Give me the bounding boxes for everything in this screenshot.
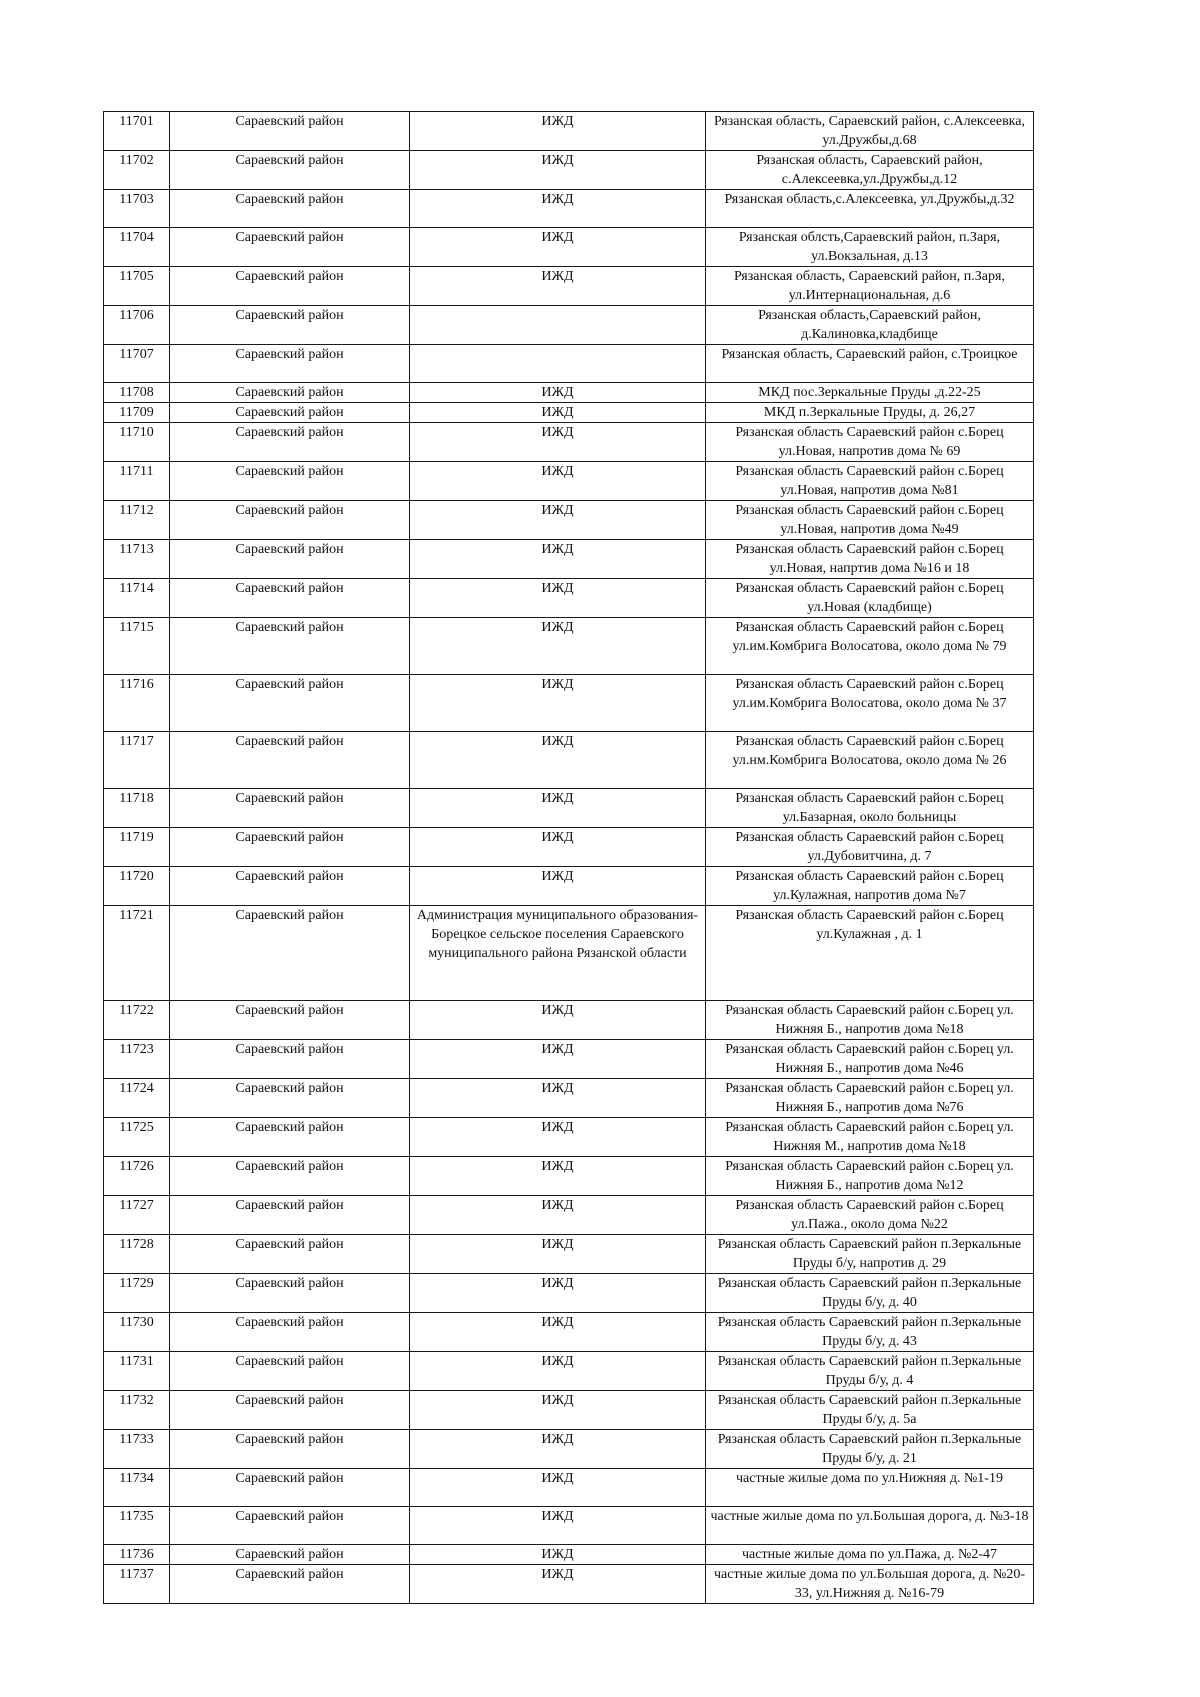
table-row xyxy=(104,1545,1034,1565)
object-type-cell: ИЖД xyxy=(410,828,706,867)
object-type-cell: ИЖД xyxy=(410,1001,706,1040)
record-id-cell: 11707 xyxy=(104,345,170,383)
record-id-cell: 11717 xyxy=(104,732,170,789)
district-cell: Сараевский район xyxy=(170,1430,410,1469)
district-cell: Сараевский район xyxy=(170,112,410,151)
address-cell: Рязанская область Сараевский район с.Борец ул. Нижняя М., напротив дома №18 xyxy=(706,1118,1034,1157)
address-cell: Рязанская область, Сараевский район, с.Алексеевка, ул.Дружбы,д.68 xyxy=(706,112,1034,151)
registry-table xyxy=(103,111,1034,1604)
table-row xyxy=(104,1118,1034,1157)
record-id-cell: 11728 xyxy=(104,1235,170,1274)
object-type-cell: ИЖД xyxy=(410,190,706,228)
table-row xyxy=(104,1040,1034,1079)
address-cell: Рязанская область Сараевский район с.Борец ул.Новая (кладбище) xyxy=(706,579,1034,618)
district-cell: Сараевский район xyxy=(170,383,410,403)
address-cell: Рязанская область Сараевский район с.Борец ул.Новая, напротив дома №81 xyxy=(706,462,1034,501)
table-row xyxy=(104,1352,1034,1391)
address-cell: Рязанская область Сараевский район п.Зеркальные Пруды б/у, напротив д. 29 xyxy=(706,1235,1034,1274)
address-cell: частные жилые дома по ул.Нижняя д. №1-19 xyxy=(706,1469,1034,1507)
district-cell: Сараевский район xyxy=(170,618,410,675)
table-row xyxy=(104,675,1034,732)
record-id-cell: 11704 xyxy=(104,228,170,267)
district-cell: Сараевский район xyxy=(170,579,410,618)
object-type-cell: ИЖД xyxy=(410,540,706,579)
object-type-cell: ИЖД xyxy=(410,267,706,306)
record-id-cell: 11723 xyxy=(104,1040,170,1079)
district-cell: Сараевский район xyxy=(170,228,410,267)
record-id-cell: 11711 xyxy=(104,462,170,501)
district-cell: Сараевский район xyxy=(170,1157,410,1196)
object-type-cell: ИЖД xyxy=(410,112,706,151)
record-id-cell: 11734 xyxy=(104,1469,170,1507)
address-cell: Рязанская область Сараевский район п.Зеркальные Пруды б/у, д. 4 xyxy=(706,1352,1034,1391)
district-cell: Сараевский район xyxy=(170,1352,410,1391)
record-id-cell: 11703 xyxy=(104,190,170,228)
district-cell: Сараевский район xyxy=(170,789,410,828)
district-cell: Сараевский район xyxy=(170,1391,410,1430)
address-cell: Рязанская облсть,Сараевский район, п.Заря, ул.Вокзальная, д.13 xyxy=(706,228,1034,267)
object-type-cell: ИЖД xyxy=(410,618,706,675)
address-cell: Рязанская область Сараевский район с.Борец ул. Нижняя Б., напротив дома №12 xyxy=(706,1157,1034,1196)
table-row xyxy=(104,1079,1034,1118)
address-cell: МКД п.Зеркальные Пруды, д. 26,27 xyxy=(706,403,1034,423)
address-cell: Рязанская область Сараевский район с.Борец ул.Кулажная, напротив дома №7 xyxy=(706,867,1034,906)
object-type-cell: ИЖД xyxy=(410,228,706,267)
address-cell: Рязанская область Сараевский район с.Борец ул.Новая, напртив дома №16 и 18 xyxy=(706,540,1034,579)
object-type-cell xyxy=(410,345,706,383)
district-cell: Сараевский район xyxy=(170,423,410,462)
address-cell: Рязанская область Сараевский район с.Борец ул. Нижняя Б., напротив дома №18 xyxy=(706,1001,1034,1040)
object-type-cell: ИЖД xyxy=(410,1430,706,1469)
table-row xyxy=(104,228,1034,267)
record-id-cell: 11713 xyxy=(104,540,170,579)
record-id-cell: 11730 xyxy=(104,1313,170,1352)
object-type-cell: ИЖД xyxy=(410,462,706,501)
address-cell: Рязанская область Сараевский район с.Борец ул.нм.Комбрига Волосатова, около дома № 26 xyxy=(706,732,1034,789)
address-cell: Рязанская область, Сараевский район, п.Заря, ул.Интернациональная, д.6 xyxy=(706,267,1034,306)
record-id-cell: 11714 xyxy=(104,579,170,618)
object-type-cell: ИЖД xyxy=(410,732,706,789)
address-cell: Рязанская область Сараевский район с.Борец ул.Пажа., около дома №22 xyxy=(706,1196,1034,1235)
district-cell: Сараевский район xyxy=(170,190,410,228)
object-type-cell xyxy=(410,306,706,345)
object-type-cell: ИЖД xyxy=(410,1118,706,1157)
table-row xyxy=(104,1507,1034,1545)
table-row xyxy=(104,267,1034,306)
record-id-cell: 11737 xyxy=(104,1565,170,1604)
district-cell: Сараевский район xyxy=(170,1118,410,1157)
district-cell: Сараевский район xyxy=(170,1235,410,1274)
table-row xyxy=(104,1235,1034,1274)
table-row xyxy=(104,1157,1034,1196)
record-id-cell: 11731 xyxy=(104,1352,170,1391)
district-cell: Сараевский район xyxy=(170,828,410,867)
district-cell: Сараевский район xyxy=(170,1040,410,1079)
district-cell: Сараевский район xyxy=(170,1196,410,1235)
district-cell: Сараевский район xyxy=(170,151,410,190)
record-id-cell: 11715 xyxy=(104,618,170,675)
record-id-cell: 11718 xyxy=(104,789,170,828)
table-row xyxy=(104,906,1034,1001)
district-cell: Сараевский район xyxy=(170,501,410,540)
object-type-cell: ИЖД xyxy=(410,1469,706,1507)
record-id-cell: 11727 xyxy=(104,1196,170,1235)
record-id-cell: 11736 xyxy=(104,1545,170,1565)
address-cell: Рязанская область, Сараевский район, с.Алексеевка,ул.Дружбы,д.12 xyxy=(706,151,1034,190)
object-type-cell: ИЖД xyxy=(410,1545,706,1565)
table-row xyxy=(104,345,1034,383)
district-cell: Сараевский район xyxy=(170,403,410,423)
address-cell: Рязанская область Сараевский район с.Борец ул.Кулажная , д. 1 xyxy=(706,906,1034,1001)
record-id-cell: 11729 xyxy=(104,1274,170,1313)
object-type-cell: ИЖД xyxy=(410,675,706,732)
table-row xyxy=(104,306,1034,345)
district-cell: Сараевский район xyxy=(170,1507,410,1545)
object-type-cell: ИЖД xyxy=(410,423,706,462)
address-cell: Рязанская область Сараевский район с.Борец ул.Базарная, около больницы xyxy=(706,789,1034,828)
district-cell: Сараевский район xyxy=(170,1313,410,1352)
address-cell: Рязанская область,Сараевский район, д.Калиновка,кладбище xyxy=(706,306,1034,345)
district-cell: Сараевский район xyxy=(170,1565,410,1604)
record-id-cell: 11701 xyxy=(104,112,170,151)
address-cell: Рязанская область,с.Алексеевка, ул.Дружбы,д.32 xyxy=(706,190,1034,228)
record-id-cell: 11706 xyxy=(104,306,170,345)
registry-table-body xyxy=(104,112,1034,1604)
table-row xyxy=(104,618,1034,675)
table-row xyxy=(104,1001,1034,1040)
record-id-cell: 11721 xyxy=(104,906,170,1001)
table-row xyxy=(104,828,1034,867)
table-row xyxy=(104,1313,1034,1352)
object-type-cell: ИЖД xyxy=(410,151,706,190)
record-id-cell: 11708 xyxy=(104,383,170,403)
district-cell: Сараевский район xyxy=(170,1545,410,1565)
address-cell: Рязанская область Сараевский район с.Борец ул.им.Комбрига Волосатова, около дома № 37 xyxy=(706,675,1034,732)
address-cell: Рязанская область Сараевский район п.Зеркальные Пруды б/у, д. 21 xyxy=(706,1430,1034,1469)
record-id-cell: 11709 xyxy=(104,403,170,423)
district-cell: Сараевский район xyxy=(170,1001,410,1040)
table-row xyxy=(104,1430,1034,1469)
address-cell: Рязанская область Сараевский район с.Борец ул. Нижняя Б., напротив дома №46 xyxy=(706,1040,1034,1079)
record-id-cell: 11722 xyxy=(104,1001,170,1040)
address-cell: Рязанская область Сараевский район п.Зеркальные Пруды б/у, д. 43 xyxy=(706,1313,1034,1352)
object-type-cell: ИЖД xyxy=(410,383,706,403)
address-cell: Рязанская область Сараевский район с.Борец ул.Новая, напротив дома № 69 xyxy=(706,423,1034,462)
table-row xyxy=(104,403,1034,423)
table-row xyxy=(104,579,1034,618)
record-id-cell: 11724 xyxy=(104,1079,170,1118)
address-cell: частные жилые дома по ул.Большая дорога, д. №20-33, ул.Нижняя д. №16-79 xyxy=(706,1565,1034,1604)
district-cell: Сараевский район xyxy=(170,675,410,732)
table-row xyxy=(104,190,1034,228)
record-id-cell: 11710 xyxy=(104,423,170,462)
table-row xyxy=(104,112,1034,151)
record-id-cell: 11733 xyxy=(104,1430,170,1469)
address-cell: Рязанская область Сараевский район с.Борец ул.Новая, напротив дома №49 xyxy=(706,501,1034,540)
object-type-cell: ИЖД xyxy=(410,1507,706,1545)
table-row xyxy=(104,1274,1034,1313)
district-cell: Сараевский район xyxy=(170,306,410,345)
object-type-cell: ИЖД xyxy=(410,1391,706,1430)
object-type-cell: ИЖД xyxy=(410,1274,706,1313)
record-id-cell: 11716 xyxy=(104,675,170,732)
object-type-cell: ИЖД xyxy=(410,789,706,828)
address-cell: Рязанская область Сараевский район п.Зеркальные Пруды б/у, д. 5а xyxy=(706,1391,1034,1430)
record-id-cell: 11712 xyxy=(104,501,170,540)
object-type-cell: Администрация муниципального образования- Борецкое сельское поселения Сараевского муниципального района Рязанской области xyxy=(410,906,706,1001)
table-row xyxy=(104,867,1034,906)
district-cell: Сараевский район xyxy=(170,867,410,906)
table-row xyxy=(104,462,1034,501)
address-cell: Рязанская область Сараевский район п.Зеркальные Пруды б/у, д. 40 xyxy=(706,1274,1034,1313)
address-cell: Рязанская область Сараевский район с.Борец ул.Дубовитчина, д. 7 xyxy=(706,828,1034,867)
address-cell: Рязанская область, Сараевский район, с.Троицкое xyxy=(706,345,1034,383)
table-row xyxy=(104,540,1034,579)
record-id-cell: 11720 xyxy=(104,867,170,906)
object-type-cell: ИЖД xyxy=(410,579,706,618)
object-type-cell: ИЖД xyxy=(410,1352,706,1391)
address-cell: МКД пос.Зеркальные Пруды ,д.22-25 xyxy=(706,383,1034,403)
district-cell: Сараевский район xyxy=(170,540,410,579)
district-cell: Сараевский район xyxy=(170,267,410,306)
table-row xyxy=(104,423,1034,462)
district-cell: Сараевский район xyxy=(170,462,410,501)
object-type-cell: ИЖД xyxy=(410,403,706,423)
table-row xyxy=(104,151,1034,190)
object-type-cell: ИЖД xyxy=(410,501,706,540)
object-type-cell: ИЖД xyxy=(410,1313,706,1352)
district-cell: Сараевский район xyxy=(170,345,410,383)
record-id-cell: 11725 xyxy=(104,1118,170,1157)
district-cell: Сараевский район xyxy=(170,1469,410,1507)
record-id-cell: 11705 xyxy=(104,267,170,306)
table-row xyxy=(104,501,1034,540)
object-type-cell: ИЖД xyxy=(410,867,706,906)
object-type-cell: ИЖД xyxy=(410,1079,706,1118)
address-cell: частные жилые дома по ул.Пажа, д. №2-47 xyxy=(706,1545,1034,1565)
object-type-cell: ИЖД xyxy=(410,1157,706,1196)
object-type-cell: ИЖД xyxy=(410,1565,706,1604)
table-row xyxy=(104,732,1034,789)
record-id-cell: 11719 xyxy=(104,828,170,867)
district-cell: Сараевский район xyxy=(170,732,410,789)
record-id-cell: 11735 xyxy=(104,1507,170,1545)
table-row xyxy=(104,1391,1034,1430)
table-row xyxy=(104,383,1034,403)
record-id-cell: 11702 xyxy=(104,151,170,190)
record-id-cell: 11732 xyxy=(104,1391,170,1430)
record-id-cell: 11726 xyxy=(104,1157,170,1196)
table-row xyxy=(104,1196,1034,1235)
object-type-cell: ИЖД xyxy=(410,1235,706,1274)
district-cell: Сараевский район xyxy=(170,906,410,1001)
address-cell: частные жилые дома по ул.Большая дорога, д. №3-18 xyxy=(706,1507,1034,1545)
table-row xyxy=(104,789,1034,828)
district-cell: Сараевский район xyxy=(170,1274,410,1313)
object-type-cell: ИЖД xyxy=(410,1040,706,1079)
address-cell: Рязанская область Сараевский район с.Борец ул.им.Комбрига Волосатова, около дома № 79 xyxy=(706,618,1034,675)
table-row xyxy=(104,1469,1034,1507)
district-cell: Сараевский район xyxy=(170,1079,410,1118)
address-cell: Рязанская область Сараевский район с.Борец ул. Нижняя Б., напротив дома №76 xyxy=(706,1079,1034,1118)
object-type-cell: ИЖД xyxy=(410,1196,706,1235)
table-row xyxy=(104,1565,1034,1604)
